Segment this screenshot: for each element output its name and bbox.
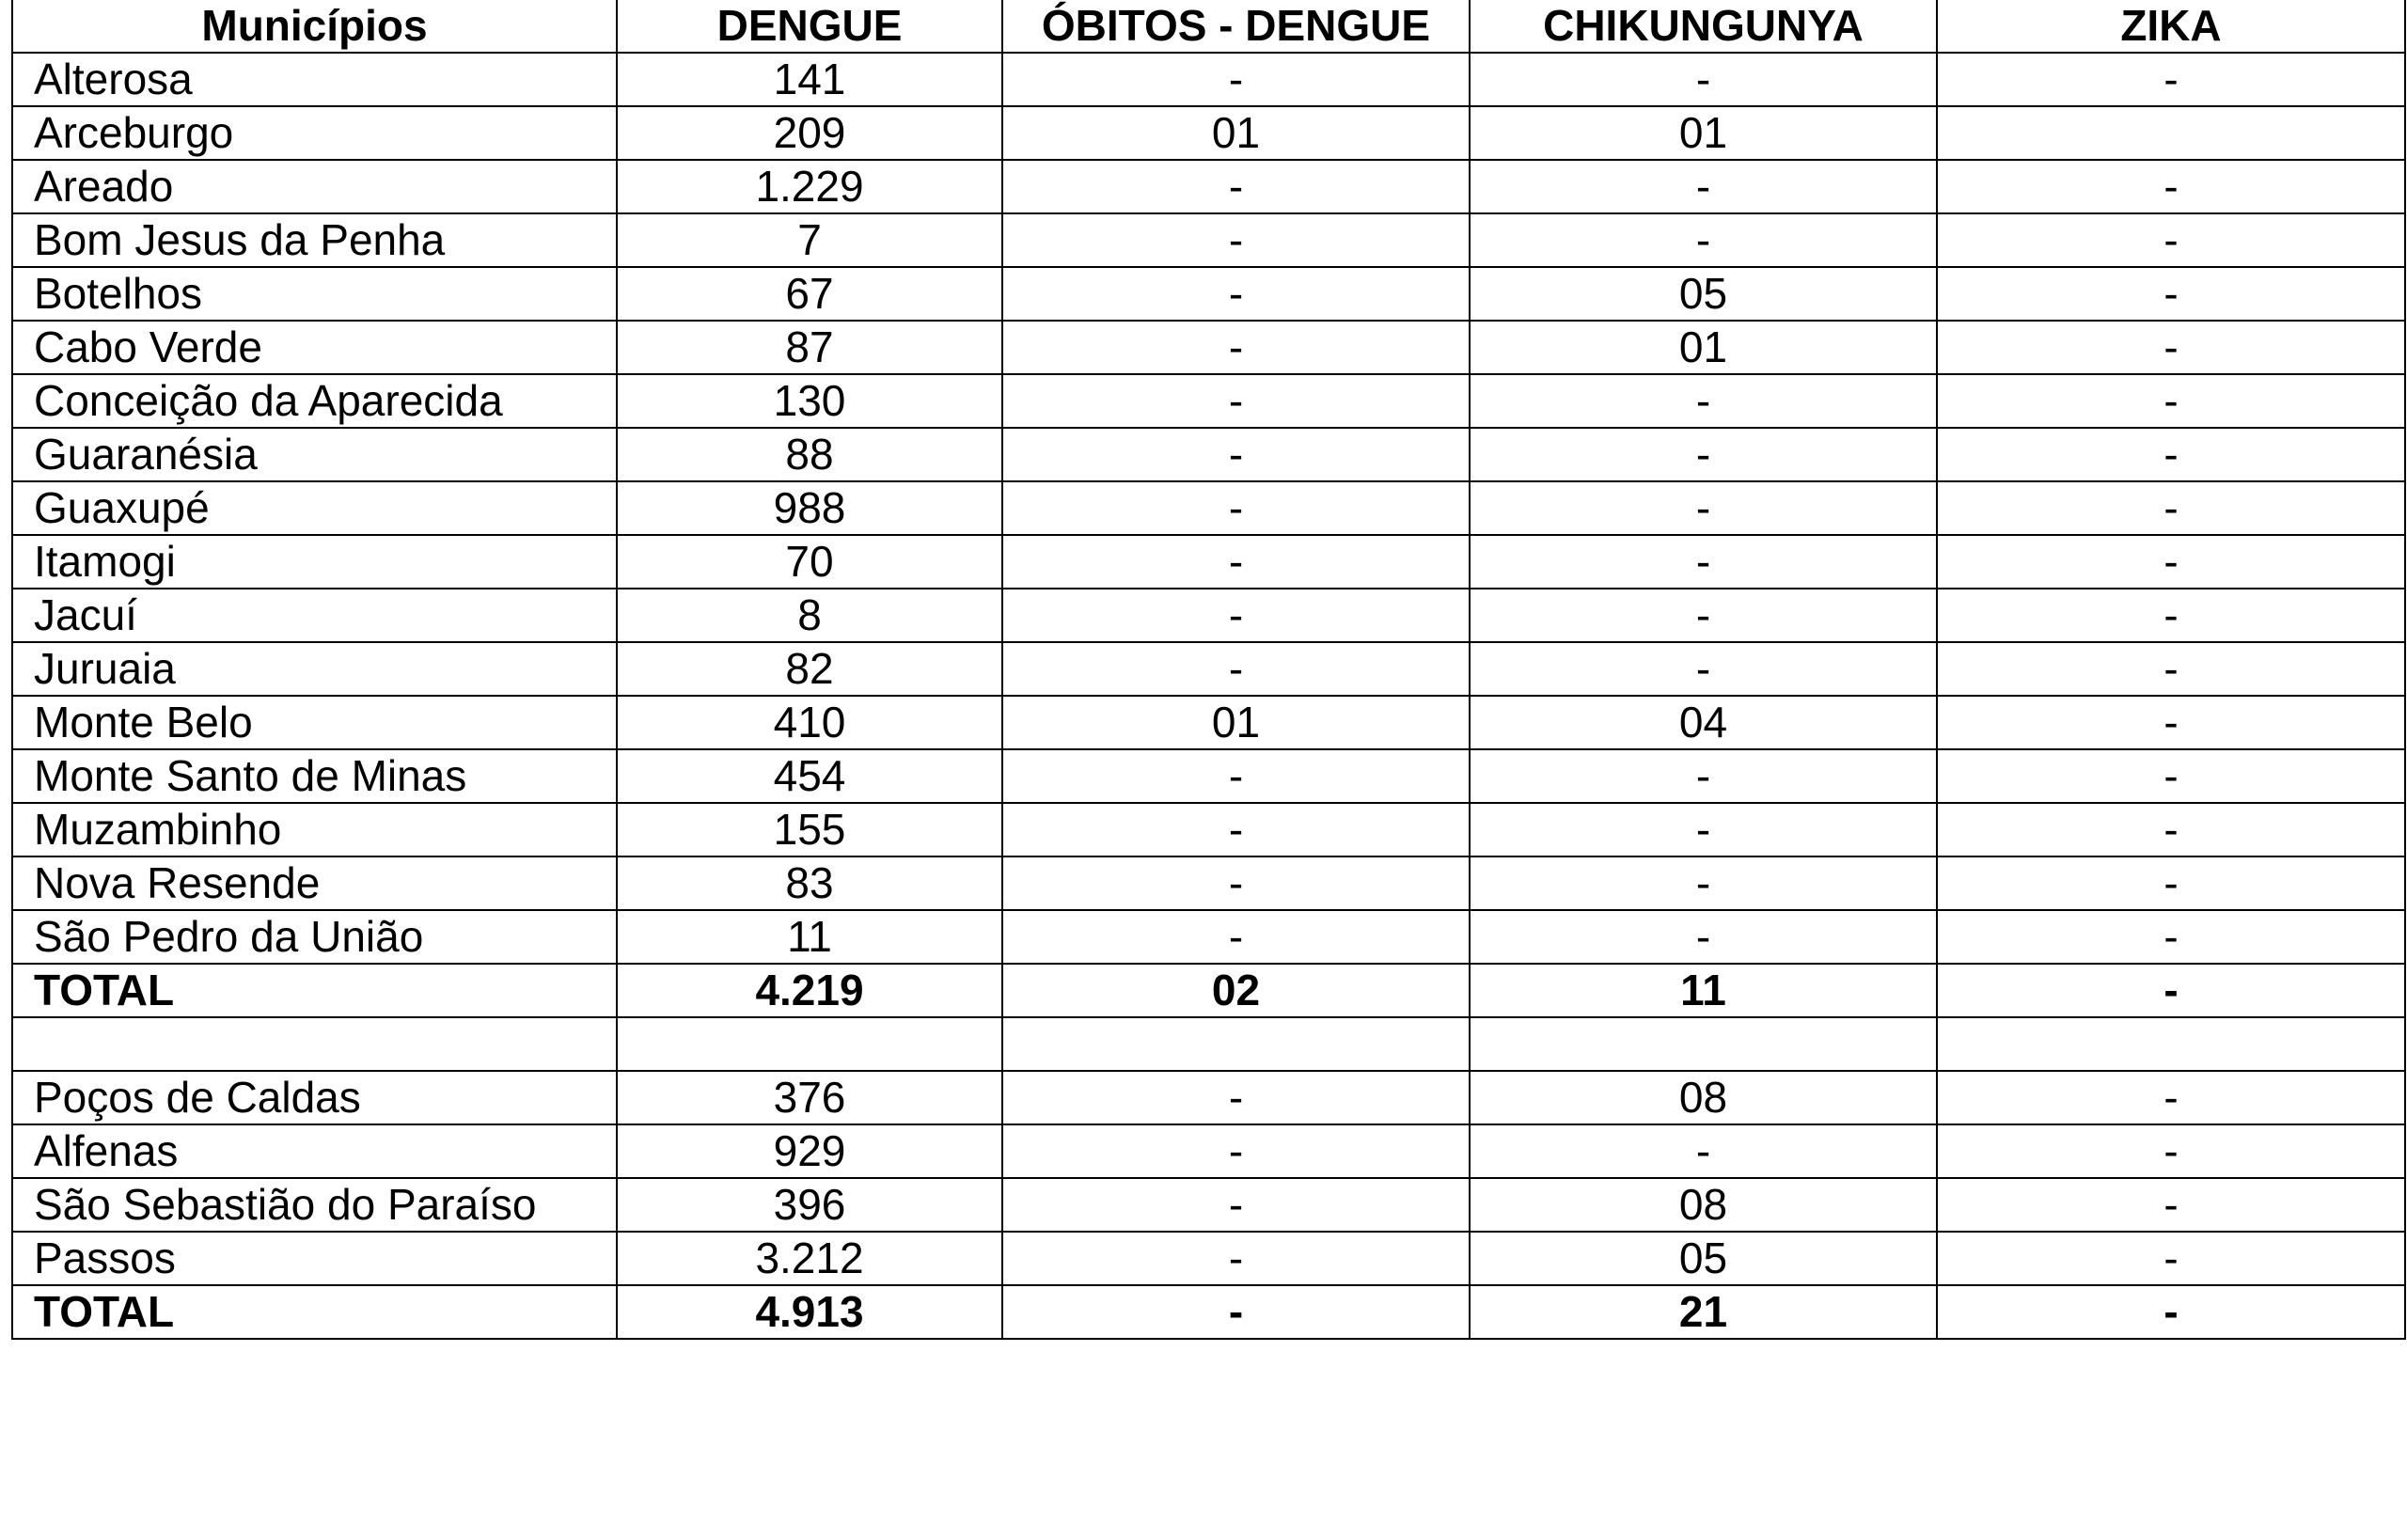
cell-zika: - [1937,267,2405,321]
cell-zika: - [1937,910,2405,964]
cell-chikungunya: - [1470,749,1937,803]
cell-chikungunya: 01 [1470,321,1937,374]
cell-zika: - [1937,53,2405,106]
table-row [12,213,2405,267]
cell-zika: - [1937,1285,2405,1339]
cell-chikungunya: - [1470,1124,1937,1178]
cell-dengue: 988 [617,481,1002,535]
table-body [12,53,2405,1339]
cell-obitos-dengue: - [1002,321,1470,374]
cell-chikungunya: - [1470,803,1937,856]
table-row [12,696,2405,749]
cell-zika: - [1937,964,2405,1017]
cell-dengue: 410 [617,696,1002,749]
cell-chikungunya: - [1470,642,1937,696]
cell-dengue: 1.229 [617,160,1002,213]
header-municipios: Municípios [12,0,617,53]
cell-municipio: Alterosa [12,53,617,106]
cell-obitos-dengue: - [1002,589,1470,642]
header-row [12,0,2405,53]
cell-dengue: 376 [617,1071,1002,1124]
cell-chikungunya [1470,1017,1937,1071]
cell-obitos-dengue: - [1002,267,1470,321]
cell-municipio: Conceição da Aparecida [12,374,617,428]
cell-municipio: Passos [12,1232,617,1285]
cell-municipio: Juruaia [12,642,617,696]
cell-obitos-dengue: - [1002,642,1470,696]
cell-chikungunya: - [1470,856,1937,910]
cell-dengue: 396 [617,1178,1002,1232]
cell-zika: - [1937,856,2405,910]
header-obitos-dengue: ÓBITOS - DENGUE [1002,0,1470,53]
cell-zika: - [1937,428,2405,481]
cell-zika: - [1937,160,2405,213]
cell-dengue: 454 [617,749,1002,803]
cell-zika: - [1937,1071,2405,1124]
cases-table [11,0,2406,1340]
cell-zika: - [1937,481,2405,535]
cell-obitos-dengue: 01 [1002,696,1470,749]
cell-chikungunya: 05 [1470,1232,1937,1285]
cell-municipio: Bom Jesus da Penha [12,213,617,267]
cell-obitos-dengue: - [1002,1285,1470,1339]
cell-zika: - [1937,1124,2405,1178]
table-row [12,106,2405,160]
table-row [12,1124,2405,1178]
cell-obitos-dengue: - [1002,535,1470,589]
cell-obitos-dengue: - [1002,910,1470,964]
cell-obitos-dengue: - [1002,803,1470,856]
table-row [12,589,2405,642]
cell-chikungunya: - [1470,535,1937,589]
header-dengue: DENGUE [617,0,1002,53]
cell-municipio: TOTAL [12,964,617,1017]
cell-municipio: Arceburgo [12,106,617,160]
cell-dengue: 83 [617,856,1002,910]
cell-municipio: Jacuí [12,589,617,642]
cell-municipio: Guaranésia [12,428,617,481]
cell-dengue: 87 [617,321,1002,374]
cell-zika [1937,1017,2405,1071]
cell-obitos-dengue: - [1002,160,1470,213]
cell-dengue: 929 [617,1124,1002,1178]
cell-dengue: 130 [617,374,1002,428]
cell-dengue: 88 [617,428,1002,481]
cell-municipio: São Sebastião do Paraíso [12,1178,617,1232]
cell-zika: - [1937,321,2405,374]
cell-municipio: Poços de Caldas [12,1071,617,1124]
cell-obitos-dengue: - [1002,374,1470,428]
cell-zika: - [1937,374,2405,428]
cell-dengue: 70 [617,535,1002,589]
cell-obitos-dengue: - [1002,481,1470,535]
cell-dengue: 141 [617,53,1002,106]
cell-municipio: Areado [12,160,617,213]
cell-dengue: 3.212 [617,1232,1002,1285]
cell-zika: - [1937,642,2405,696]
cell-chikungunya: - [1470,428,1937,481]
cell-zika: - [1937,749,2405,803]
table-row [12,428,2405,481]
cell-obitos-dengue: - [1002,53,1470,106]
cell-zika: - [1937,803,2405,856]
cell-chikungunya: 08 [1470,1178,1937,1232]
cell-obitos-dengue: - [1002,749,1470,803]
cell-zika: - [1937,535,2405,589]
cell-obitos-dengue: - [1002,856,1470,910]
cell-dengue: 7 [617,213,1002,267]
cell-dengue: 8 [617,589,1002,642]
cell-dengue: 155 [617,803,1002,856]
cell-municipio: Alfenas [12,1124,617,1178]
cell-municipio: Cabo Verde [12,321,617,374]
cell-chikungunya: - [1470,374,1937,428]
cell-zika: - [1937,1232,2405,1285]
table-row [12,481,2405,535]
cell-municipio: Itamogi [12,535,617,589]
cell-chikungunya: 11 [1470,964,1937,1017]
cell-chikungunya: 01 [1470,106,1937,160]
table-row [12,803,2405,856]
cell-chikungunya: - [1470,213,1937,267]
cell-obitos-dengue: - [1002,1178,1470,1232]
table-row [12,910,2405,964]
cell-dengue: 67 [617,267,1002,321]
cell-obitos-dengue: - [1002,1232,1470,1285]
table-row [12,642,2405,696]
total-row [12,964,2405,1017]
table-row [12,1071,2405,1124]
cell-obitos-dengue: - [1002,1124,1470,1178]
cell-chikungunya: - [1470,589,1937,642]
cell-chikungunya: - [1470,53,1937,106]
cell-municipio: TOTAL [12,1285,617,1339]
cell-municipio: Muzambinho [12,803,617,856]
cell-zika: - [1937,696,2405,749]
cell-dengue: 209 [617,106,1002,160]
cell-dengue: 4.913 [617,1285,1002,1339]
cell-dengue: 11 [617,910,1002,964]
cell-chikungunya: 05 [1470,267,1937,321]
table-row [12,1178,2405,1232]
table-row [12,856,2405,910]
cell-municipio: Nova Resende [12,856,617,910]
cell-chikungunya: 21 [1470,1285,1937,1339]
cell-zika: - [1937,1178,2405,1232]
table-row [12,267,2405,321]
cell-obitos-dengue: - [1002,428,1470,481]
header-zika: ZIKA [1937,0,2405,53]
table-row [12,1232,2405,1285]
table-row [12,1017,2405,1071]
cell-obitos-dengue: - [1002,213,1470,267]
cell-obitos-dengue: - [1002,1071,1470,1124]
table-row [12,53,2405,106]
cell-dengue [617,1017,1002,1071]
cell-municipio: São Pedro da União [12,910,617,964]
cell-municipio: Botelhos [12,267,617,321]
cell-municipio: Guaxupé [12,481,617,535]
cell-chikungunya: - [1470,481,1937,535]
cell-municipio: Monte Santo de Minas [12,749,617,803]
table-row [12,374,2405,428]
cell-obitos-dengue [1002,1017,1470,1071]
cell-zika: - [1937,589,2405,642]
cell-zika: - [1937,213,2405,267]
table-row [12,321,2405,374]
cell-chikungunya: 04 [1470,696,1937,749]
table-row [12,749,2405,803]
cell-dengue: 82 [617,642,1002,696]
cell-chikungunya: - [1470,910,1937,964]
header-chikungunya: CHIKUNGUNYA [1470,0,1937,53]
cell-obitos-dengue: 01 [1002,106,1470,160]
cell-obitos-dengue: 02 [1002,964,1470,1017]
cell-chikungunya: 08 [1470,1071,1937,1124]
cell-zika [1937,106,2405,160]
table-row [12,160,2405,213]
table-row [12,535,2405,589]
cell-chikungunya: - [1470,160,1937,213]
cell-municipio: Monte Belo [12,696,617,749]
total-row [12,1285,2405,1339]
cell-dengue: 4.219 [617,964,1002,1017]
cell-municipio [12,1017,617,1071]
